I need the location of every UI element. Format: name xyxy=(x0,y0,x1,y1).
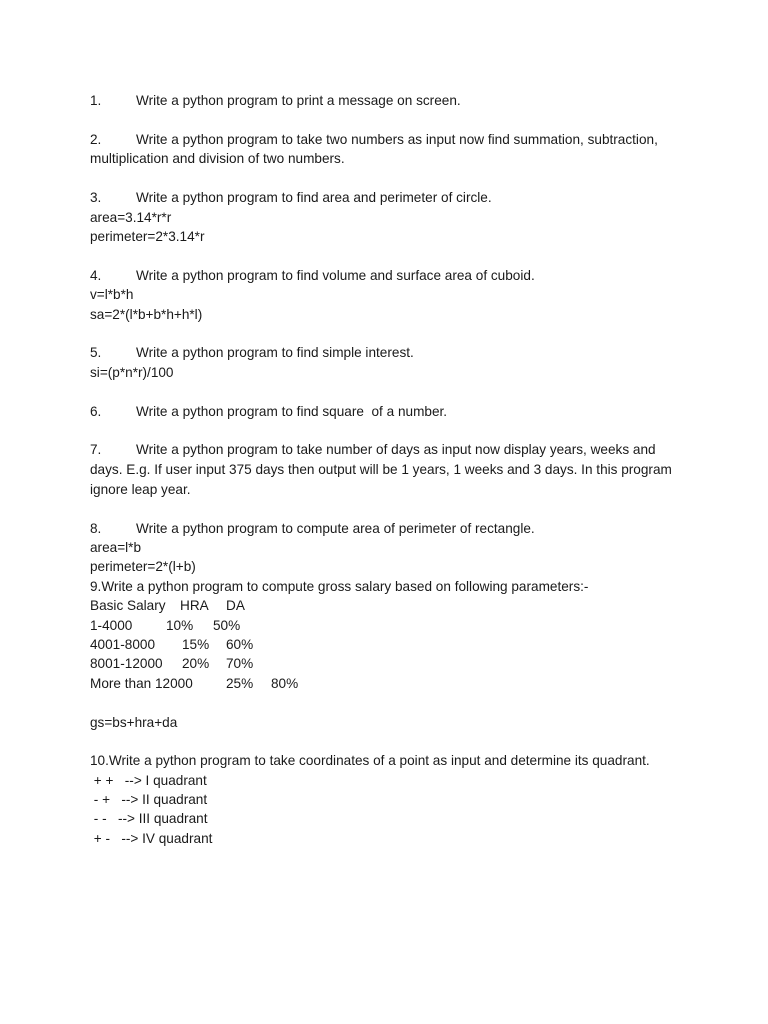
question-8 xyxy=(90,519,690,538)
quadrant-rule: + - --> IV quadrant xyxy=(90,830,213,846)
question-text: Write a python program to take two numbers as input now find summation, subtraction, multiplication and division of two numbers. xyxy=(90,131,658,167)
table-cell: 15% xyxy=(182,636,210,652)
formula: sa=2*(l*b+b*h+h*l) xyxy=(90,306,203,322)
formula: v=l*b*h xyxy=(90,287,134,303)
table-cell: 1-4000 xyxy=(90,617,133,633)
table-row xyxy=(90,654,690,673)
table-cell: 4001-8000 xyxy=(90,636,156,652)
table-header-cell: HRA xyxy=(180,598,209,614)
question-text: Write a python program to compute area of perimeter of rectangle. xyxy=(136,520,535,536)
question-number: 3. xyxy=(90,190,102,206)
question-text: Write a python program to find simple interest. xyxy=(136,345,414,361)
question-number: 8. xyxy=(90,520,102,536)
question-number: 5. xyxy=(90,345,102,361)
table-cell: 70% xyxy=(226,656,254,672)
table-row xyxy=(90,616,690,635)
question-3 xyxy=(90,188,690,207)
question-2 xyxy=(90,130,690,169)
table-header-cell: DA xyxy=(226,598,245,614)
question-5 xyxy=(90,343,690,362)
table-cell: 10% xyxy=(166,617,194,633)
question-4 xyxy=(90,266,690,285)
quadrant-rule: - - --> III quadrant xyxy=(90,811,208,827)
quadrant-rule: + + --> I quadrant xyxy=(90,772,207,788)
question-text: Write a python program to find square of a number. xyxy=(136,403,448,419)
question-10: 10.Write a python program to take coordinates of a point as input and determine its quadrant. xyxy=(90,753,650,769)
table-row xyxy=(90,674,690,693)
quadrant-rule: - + --> II quadrant xyxy=(90,792,208,808)
question-text: Write a python program to take number of days as input now display years, weeks and days. E.g. If user input 375 days then output will be 1 years, 1 weeks and 3 days. In this program ignore leap year. xyxy=(90,442,672,497)
table-cell: 25% xyxy=(226,675,254,691)
question-number: 2. xyxy=(90,131,102,147)
table-cell: 8001-12000 xyxy=(90,656,163,672)
formula: area=3.14*r*r xyxy=(90,209,172,225)
question-number: 6. xyxy=(90,403,102,419)
document-page xyxy=(90,91,690,848)
formula: area=l*b xyxy=(90,540,142,555)
table-cell: 80% xyxy=(271,675,299,691)
question-number: 7. xyxy=(90,442,102,458)
question-number: 1. xyxy=(90,93,102,108)
question-6 xyxy=(90,402,690,421)
question-9: 9.Write a python program to compute gross salary based on following parameters:- xyxy=(90,578,589,594)
formula: si=(p*n*r)/100 xyxy=(90,364,174,380)
table-header-cell: Basic Salary xyxy=(90,598,166,614)
question-number: 4. xyxy=(90,267,102,283)
table-cell: 60% xyxy=(226,636,254,652)
question-text: Write a python program to find volume and surface area of cuboid. xyxy=(136,267,535,283)
question-1 xyxy=(90,91,690,110)
table-cell: 50% xyxy=(213,617,241,633)
question-text: Write a python program to print a message on screen. xyxy=(136,93,461,108)
table-row xyxy=(90,635,690,654)
formula: perimeter=2*3.14*r xyxy=(90,229,205,245)
question-text: Write a python program to find area and perimeter of circle. xyxy=(136,190,492,206)
table-cell: More than 12000 xyxy=(90,675,193,691)
question-7 xyxy=(90,440,690,499)
salary-table-header xyxy=(90,596,690,615)
table-cell: 20% xyxy=(182,656,210,672)
formula: gs=bs+hra+da xyxy=(90,714,178,730)
formula: perimeter=2*(l+b) xyxy=(90,559,196,575)
